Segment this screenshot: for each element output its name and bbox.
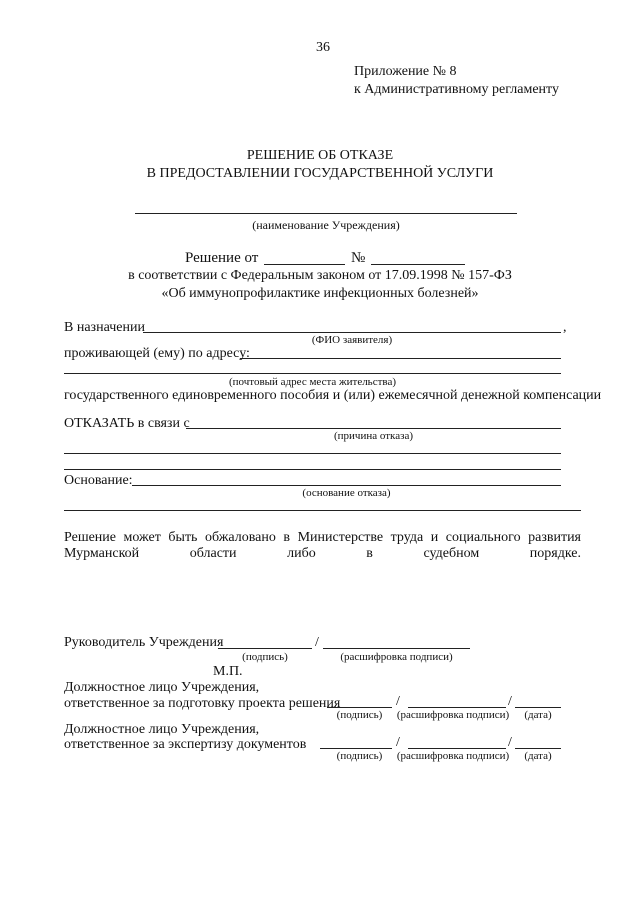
official2-decoding-caption: (расшифровка подписи) xyxy=(396,750,510,762)
basis-label: Основание: xyxy=(64,473,133,488)
assignment-comma: , xyxy=(563,320,567,335)
assignment-label: В назначении xyxy=(64,320,145,335)
decision-number-label: № xyxy=(351,250,366,266)
applicant-name-field[interactable] xyxy=(143,332,561,333)
institution-caption: (наименование Учреждения) xyxy=(252,218,400,232)
title-line-1: РЕШЕНИЕ ОБ ОТКАЗЕ xyxy=(246,148,394,163)
reason-caption: (причина отказа) xyxy=(334,430,413,442)
basis-field-1[interactable] xyxy=(132,485,561,486)
official2-signature-caption: (подпись) xyxy=(336,750,383,762)
benefit-text: государственного единовременного пособия и (или) ежемесячной денежной компенсации xyxy=(64,388,602,403)
title-line-2: В ПРЕДОСТАВЛЕНИИ ГОСУДАРСТВЕННОЙ УСЛУГИ xyxy=(146,166,494,181)
official1-line-2: ответственное за подготовку проекта решения xyxy=(64,696,341,711)
official1-date-caption: (дата) xyxy=(524,709,552,721)
basis-field-2[interactable] xyxy=(64,510,581,511)
decision-from-label: Решение от xyxy=(185,250,259,266)
official2-date-field[interactable] xyxy=(515,748,561,749)
official1-slash-2: / xyxy=(508,694,512,709)
official1-signature-caption: (подпись) xyxy=(336,709,383,721)
refusal-reason-field-1[interactable] xyxy=(186,428,561,429)
annex-line-2: к Административному регламенту xyxy=(354,82,559,97)
official1-line-1: Должностное лицо Учреждения, xyxy=(64,680,260,695)
official2-date-caption: (дата) xyxy=(524,750,552,762)
law-name: «Об иммунопрофилактике инфекционных болезней» xyxy=(161,286,479,301)
refusal-reason-field-2[interactable] xyxy=(64,453,561,454)
official2-decoding-field[interactable] xyxy=(408,748,506,749)
basis-caption: (основание отказа) xyxy=(302,487,391,499)
decision-date-field[interactable] xyxy=(264,264,345,265)
official1-decoding-field[interactable] xyxy=(408,707,506,708)
institution-name-field[interactable] xyxy=(135,213,517,214)
law-line: в соответствии с Федеральным законом от 17.09.1998 № 157-ФЗ xyxy=(128,268,512,283)
page-number: 36 xyxy=(316,40,330,55)
decision-number-field[interactable] xyxy=(371,264,465,265)
address-field-1[interactable] xyxy=(240,358,561,359)
head-decoding-field[interactable] xyxy=(323,648,470,649)
appeal-text: Решение может быть обжаловано в Министерстве труда и социального развития Мурманской области либо в судебном порядке. xyxy=(64,530,581,561)
official2-signature-field[interactable] xyxy=(320,748,392,749)
address-label: проживающей (ему) по адресу: xyxy=(64,346,250,361)
address-caption: (почтовый адрес места жительства) xyxy=(229,376,396,388)
head-decoding-caption: (расшифровка подписи) xyxy=(340,651,453,663)
fio-caption: (ФИО заявителя) xyxy=(311,334,393,346)
address-field-2[interactable] xyxy=(64,373,561,374)
official2-slash-1: / xyxy=(396,735,400,750)
head-signature-caption: (подпись) xyxy=(242,651,288,663)
annex-line-1: Приложение № 8 xyxy=(354,64,457,79)
official1-decoding-caption: (расшифровка подписи) xyxy=(396,709,510,721)
refuse-label: ОТКАЗАТЬ в связи с xyxy=(64,416,190,431)
refusal-reason-field-3[interactable] xyxy=(64,469,561,470)
stamp-label: М.П. xyxy=(213,664,243,679)
official1-signature-field[interactable] xyxy=(327,707,392,708)
head-slash: / xyxy=(315,635,319,650)
head-label: Руководитель Учреждения xyxy=(64,635,224,650)
head-signature-field[interactable] xyxy=(218,648,312,649)
official1-date-field[interactable] xyxy=(515,707,561,708)
official2-line-2: ответственное за экспертизу документов xyxy=(64,737,307,752)
official2-slash-2: / xyxy=(508,735,512,750)
official1-slash-1: / xyxy=(396,694,400,709)
official2-line-1: Должностное лицо Учреждения, xyxy=(64,722,260,737)
